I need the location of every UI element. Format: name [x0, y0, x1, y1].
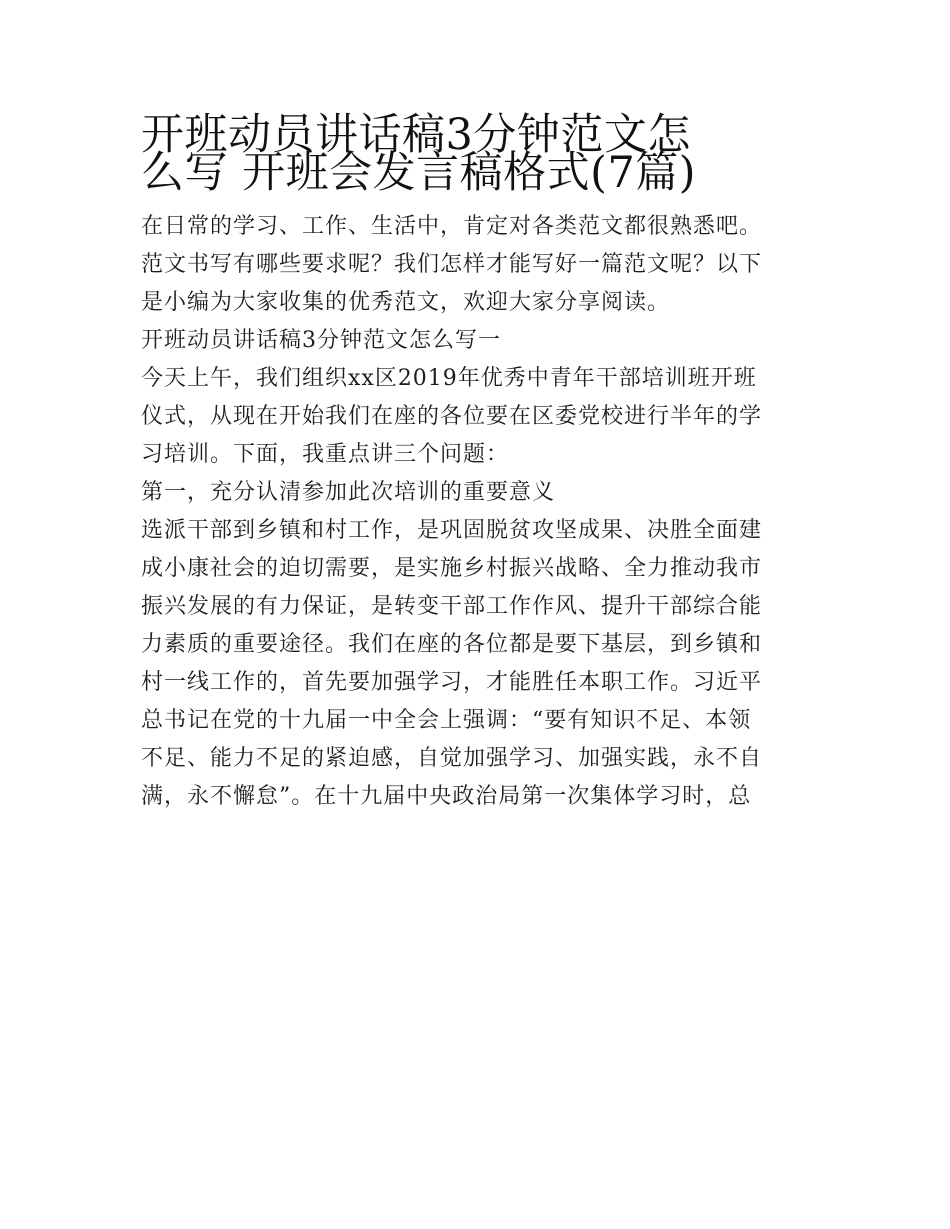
document-title	[141, 110, 811, 198]
section-heading	[141, 322, 811, 360]
text-line: 选派干部到乡镇和村工作，是巩固脱贫攻坚成果、决胜全面建	[141, 518, 763, 543]
text-line: 总书记在党的十九届一中全会上强调：“要有知识不足、本领	[141, 708, 752, 733]
body-paragraph	[141, 512, 811, 816]
text-line: 满，永不懈怠”。在十九届中央政治局第一次集体学习时，总	[141, 784, 752, 809]
document-content	[141, 110, 811, 816]
point-heading	[141, 474, 811, 512]
text-line: 村一线工作的，首先要加强学习，才能胜任本职工作。习近平	[141, 670, 763, 695]
text-line: 成小康社会的迫切需要，是实施乡村振兴战略、全力推动我市	[141, 556, 763, 581]
document-body	[141, 208, 811, 816]
title-line-1: 开班动员讲话稿3分钟范文怎	[141, 110, 691, 160]
text-line: 仪式，从现在开始我们在座的各位要在区委党校进行半年的学	[141, 404, 763, 429]
text-line: 振兴发展的有力保证，是转变干部工作作风、提升干部综合能	[141, 594, 763, 619]
text-line: 第一，充分认清参加此次培训的重要意义	[141, 480, 556, 505]
title-line-2: 么写 开班会发言稿格式(7篇)	[141, 148, 697, 198]
opening-paragraph	[141, 360, 811, 474]
text-line: 开班动员讲话稿3分钟范文怎么写一	[141, 328, 501, 353]
text-line: 范文书写有哪些要求呢？我们怎样才能写好一篇范文呢？以下	[141, 252, 763, 277]
intro-paragraph	[141, 208, 811, 322]
text-line: 不足、能力不足的紧迫感，自觉加强学习、加强实践，永不自	[141, 746, 763, 771]
text-line: 习培训。下面，我重点讲三个问题：	[141, 442, 510, 467]
text-line: 是小编为大家收集的优秀范文，欢迎大家分享阅读。	[141, 290, 671, 315]
text-line: 今天上午，我们组织xx区2019年优秀中青年干部培训班开班	[141, 366, 757, 391]
text-line: 力素质的重要途径。我们在座的各位都是要下基层，到乡镇和	[141, 632, 763, 657]
text-line: 在日常的学习、工作、生活中，肯定对各类范文都很熟悉吧。	[141, 214, 763, 239]
